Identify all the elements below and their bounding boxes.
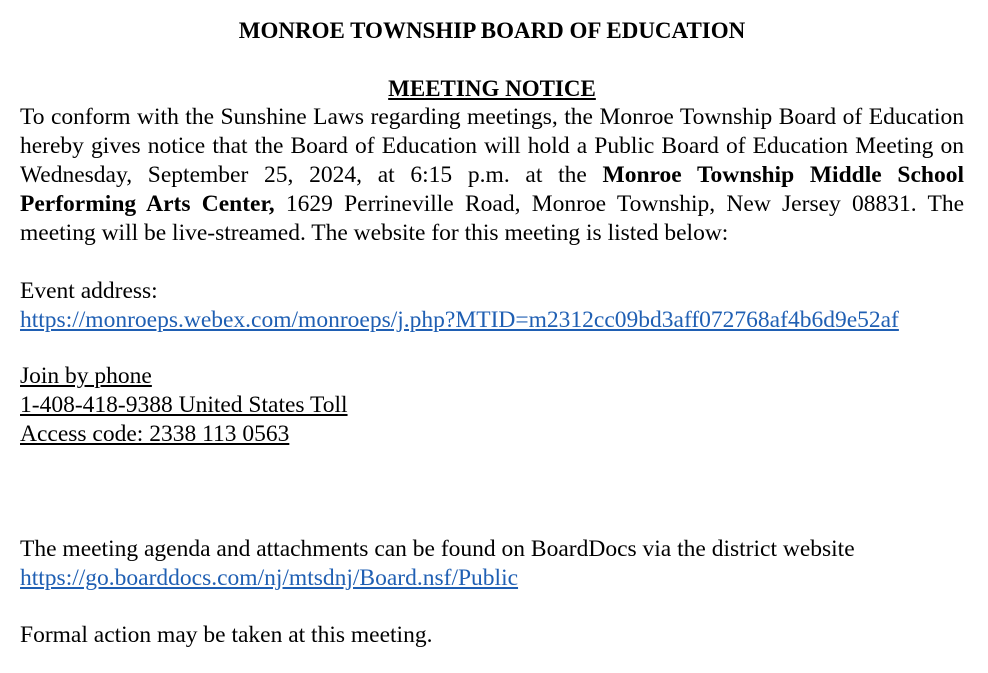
notice-text-part1: To conform with the Sunshine Laws regarding meetings, the Monroe Township Board of Education hereby gives notice that the Board of Education will hold a Public Board of Education Meeting on Wednesday, September 25, 2024, at 6:15 p.m. at the [20, 104, 964, 188]
notice-text-part2: 1629 Perrineville Road, Monroe Township, New Jersey 08831. The meeting will be live-streamed. The website for this meeting is listed below: [20, 191, 965, 246]
join-by-phone-label: Join by phone [20, 363, 152, 389]
event-address-label: Event address: [20, 278, 158, 304]
document-subtitle: MEETING NOTICE [388, 76, 596, 101]
agenda-text: The meeting agenda and attachments can be found on BoardDocs via the district website [20, 536, 855, 562]
formal-action-text: Formal action may be taken at this meeting. [20, 622, 433, 648]
access-code: Access code: 2338 113 0563 [20, 421, 290, 447]
notice-location: Monroe Township Middle School Performing Arts Center, [20, 162, 964, 217]
boarddocs-link[interactable]: https://go.boarddocs.com/nj/mtsdnj/Board.nsf/Public [20, 565, 519, 591]
notice-paragraph [20, 103, 964, 248]
document-title: MONROE TOWNSHIP BOARD OF EDUCATION [238, 18, 746, 43]
phone-number: 1-408-418-9388 United States Toll [20, 392, 348, 418]
event-address-link[interactable]: https://monroeps.webex.com/monroeps/j.php?MTID=m2312cc09bd3aff072768af4b6d9e52af [20, 307, 899, 333]
